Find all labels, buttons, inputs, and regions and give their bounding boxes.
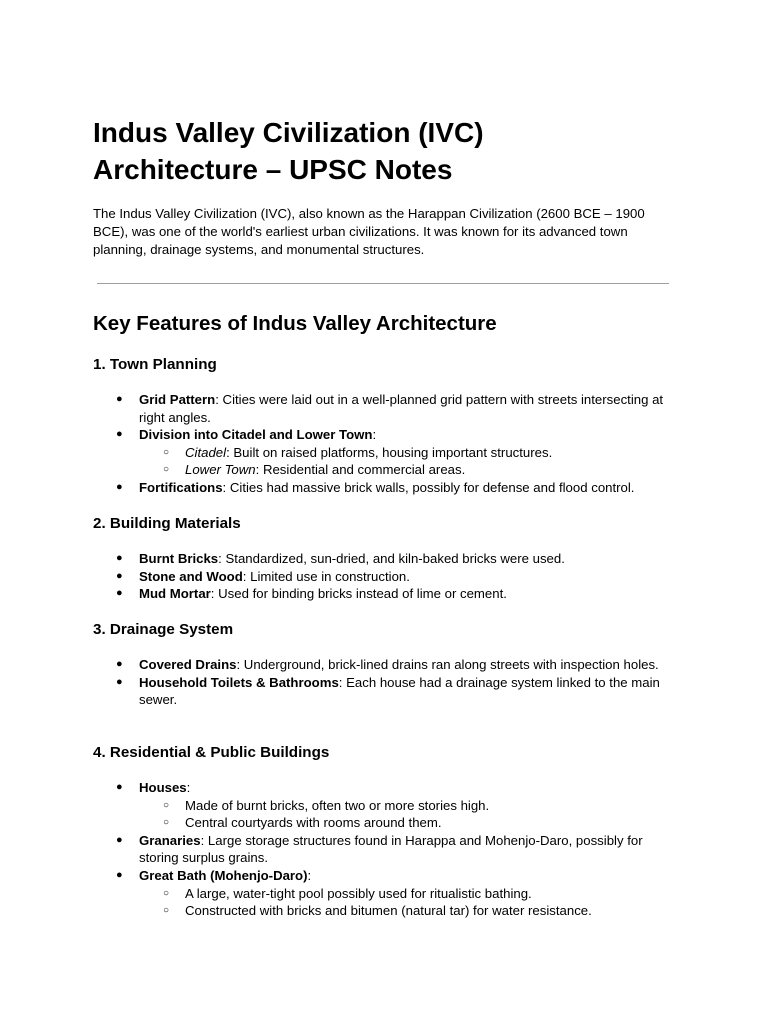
list-item [93, 674, 683, 709]
drainage-system-list [93, 656, 683, 709]
item-term: Houses [139, 780, 187, 795]
item-text: : Underground, brick-lined drains ran along streets with inspection holes. [236, 657, 659, 672]
bullet-icon: ● [116, 428, 123, 441]
bullet-icon: ● [116, 480, 123, 493]
list-item [93, 479, 683, 497]
item-text: : Used for binding bricks instead of lime or cement. [210, 586, 507, 602]
list-item [93, 585, 683, 603]
hollow-bullet-icon: ○ [163, 464, 170, 476]
intro-paragraph: The Indus Valley Civilization (IVC), also known as the Harappan Civilization (2600 BCE – 1900 BCE), was one of the world's earliest urban civilizations. It was known for its advanced town planning, drainage systems, and monumental structures. [93, 206, 645, 257]
item-text: : Each house had a drainage system linked to the main sewer. [139, 674, 660, 708]
list-item [93, 656, 683, 674]
sub-list-item [93, 797, 683, 815]
bullet-icon: ● [116, 833, 123, 846]
sub-list-item [93, 814, 683, 832]
item-text: : Large storage structures found in Harappa and Mohenjo-Daro, possibly for storing surplus grains. [139, 832, 643, 866]
item-text: : Cities were laid out in a well-planned grid pattern with streets intersecting at right angles. [139, 392, 664, 425]
item-term: Lower Town [185, 462, 256, 478]
hollow-bullet-icon: ○ [163, 887, 170, 899]
title-line-1: Indus Valley Civilization (IVC) [93, 117, 484, 148]
hollow-bullet-icon: ○ [163, 446, 170, 458]
sub-list-item [93, 444, 683, 462]
sub-list-item [93, 902, 683, 920]
bullet-icon: ● [116, 587, 123, 600]
item-text: Central courtyards with rooms around them. [185, 815, 442, 831]
item-text: : [307, 867, 312, 883]
item-text: A large, water-tight pool possibly used for ritualistic bathing. [185, 885, 532, 901]
bullet-icon: ● [116, 868, 123, 881]
section-heading-drainage-system: 3. Drainage System [93, 621, 234, 638]
item-term: Fortifications [139, 479, 223, 495]
item-term: Grid Pattern [139, 392, 216, 407]
item-term: Stone and Wood [139, 568, 243, 584]
section-heading-residential-public-buildings: 4. Residential & Public Buildings [93, 744, 330, 761]
bullet-icon: ● [116, 675, 123, 688]
list-item [93, 779, 683, 797]
item-text: : Limited use in construction. [242, 568, 410, 584]
hollow-bullet-icon: ○ [163, 817, 170, 829]
item-text: Made of burnt bricks, often two or more stories high. [185, 797, 490, 813]
item-term: Citadel [185, 444, 227, 460]
item-term: Household Toilets & Bathrooms [139, 674, 339, 690]
item-term: Covered Drains [139, 657, 237, 672]
item-term: Division into Citadel and Lower Town [139, 427, 373, 443]
item-term: Granaries [139, 832, 201, 848]
item-text: : [372, 427, 377, 443]
sub-list-item [93, 885, 683, 903]
title-line-2: Architecture – UPSC Notes [93, 154, 453, 185]
bullet-icon: ● [116, 781, 123, 793]
item-text: : Built on raised platforms, housing important structures. [226, 444, 553, 460]
section-heading-building-materials: 2. Building Materials [93, 515, 241, 532]
item-term: Mud Mortar [139, 586, 211, 602]
section-heading-town-planning: 1. Town Planning [93, 356, 217, 373]
hollow-bullet-icon: ○ [163, 799, 170, 811]
town-planning-list [93, 391, 683, 497]
item-text: : Residential and commercial areas. [255, 462, 466, 478]
page-title [93, 114, 683, 188]
horizontal-divider [97, 283, 669, 284]
list-item [93, 550, 683, 568]
item-term: Burnt Bricks [139, 551, 219, 566]
list-item [93, 568, 683, 586]
list-item [93, 391, 683, 426]
bullet-icon: ● [116, 658, 123, 670]
item-text: : [186, 780, 191, 795]
item-term: Great Bath (Mohenjo-Daro) [139, 867, 308, 883]
sub-list-item [93, 461, 683, 479]
item-text: : Standardized, sun-dried, and kiln-baked bricks were used. [218, 551, 565, 566]
hollow-bullet-icon: ○ [163, 905, 170, 917]
item-text: : Cities had massive brick walls, possibly for defense and flood control. [222, 479, 635, 495]
bullet-icon: ● [116, 552, 123, 564]
bullet-icon: ● [116, 569, 123, 582]
item-text: Constructed with bricks and bitumen (natural tar) for water resistance. [185, 903, 592, 919]
building-materials-list [93, 550, 683, 603]
key-features-heading: Key Features of Indus Valley Architecture [93, 312, 497, 335]
list-item [93, 832, 683, 867]
residential-buildings-list [93, 779, 683, 920]
list-item [93, 867, 683, 885]
bullet-icon: ● [116, 393, 123, 405]
list-item [93, 426, 683, 444]
